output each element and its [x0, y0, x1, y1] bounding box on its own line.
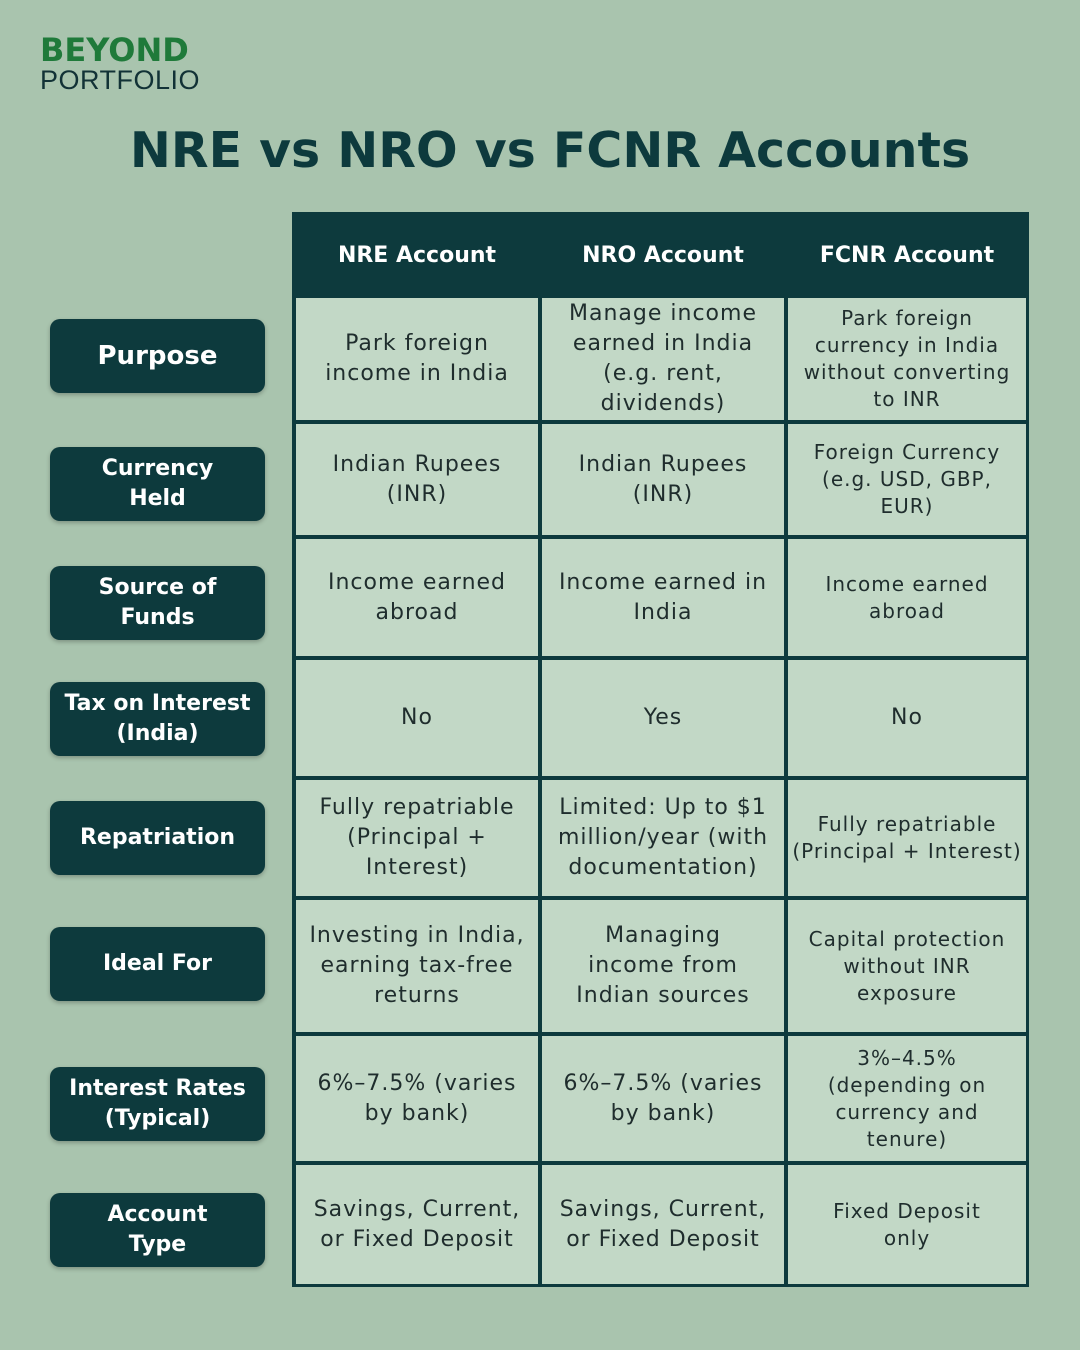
table-cell: 6%–7.5% (varies by bank)	[296, 1036, 538, 1161]
row-label-account-type	[50, 1193, 265, 1267]
table-cell-text: Income earned abroad	[327, 569, 507, 625]
table-cell-text: Income earned in India	[558, 569, 768, 625]
row-label-text: Source of Funds	[98, 575, 217, 630]
row-label-text: Interest Rates (Typical)	[69, 1076, 246, 1131]
table-cell	[542, 900, 784, 1032]
row-label-repatriation: Repatriation	[50, 801, 265, 875]
table-cell-text: 3%–4.5% (depending on currency and tenure)	[827, 1045, 987, 1151]
table-cell: Fully repatriable (Principal + Interest)	[788, 780, 1026, 896]
table-cell: Fully repatriable (Principal + Interest)	[296, 780, 538, 896]
table-cell: No	[296, 660, 538, 776]
table-cell-text: Fixed Deposit only	[833, 1198, 981, 1250]
table-cell: Investing in India, earning tax-free returns	[296, 900, 538, 1032]
row-label-ideal-for: Ideal For	[50, 927, 265, 1001]
table-cell	[788, 539, 1026, 656]
column-header-fcnr: FCNR Account	[819, 242, 995, 268]
row-label-text: Account Type	[107, 1202, 208, 1257]
table-cell: Limited: Up to $1 million/year (with documentation)	[542, 780, 784, 896]
row-label-purpose: Purpose	[50, 319, 265, 393]
table-cell-text: Managing income from Indian sources	[576, 923, 750, 1008]
row-label-text: Tax on Interest (India)	[64, 691, 251, 746]
table-cell	[296, 424, 538, 535]
table-cell	[296, 539, 538, 656]
table-cell: Foreign Currency (e.g. USD, GBP, EUR)	[788, 424, 1026, 535]
table-cell	[788, 1165, 1026, 1284]
table-cell-text: Income earned abroad	[825, 571, 989, 623]
table-cell: Park foreign income in India	[296, 298, 538, 420]
row-label-currency-held	[50, 447, 265, 521]
table-cell: Savings, Current, or Fixed Deposit	[542, 1165, 784, 1284]
table-cell	[542, 539, 784, 656]
table-cell: Yes	[542, 660, 784, 776]
table-cell: Park foreign currency in India without converting to INR	[788, 298, 1026, 420]
row-label-tax-on-interest	[50, 682, 265, 756]
row-label-interest-rates	[50, 1067, 265, 1141]
column-header-nre: NRE Account	[337, 242, 497, 268]
table-cell: Capital protection without INR exposure	[788, 900, 1026, 1032]
row-label-source-of-funds	[50, 566, 265, 640]
table-cell: 6%–7.5% (varies by bank)	[542, 1036, 784, 1161]
column-header-nro: NRO Account	[582, 242, 744, 268]
brand-line2: PORTFOLIO	[40, 65, 201, 95]
table-cell: No	[788, 660, 1026, 776]
table-cell	[788, 1036, 1026, 1161]
page-title: NRE vs NRO vs FCNR Accounts	[129, 122, 971, 179]
brand-logo	[40, 31, 201, 95]
brand-line1: BEYOND	[40, 31, 189, 69]
table-cell: Savings, Current, or Fixed Deposit	[296, 1165, 538, 1284]
table-cell: Indian Rupees (INR)	[542, 424, 784, 535]
row-label-text: Currency Held	[101, 456, 214, 511]
table-cell: Manage income earned in India (e.g. rent, dividends)	[542, 298, 784, 420]
table-cell-text: Indian Rupees (INR)	[332, 451, 502, 507]
